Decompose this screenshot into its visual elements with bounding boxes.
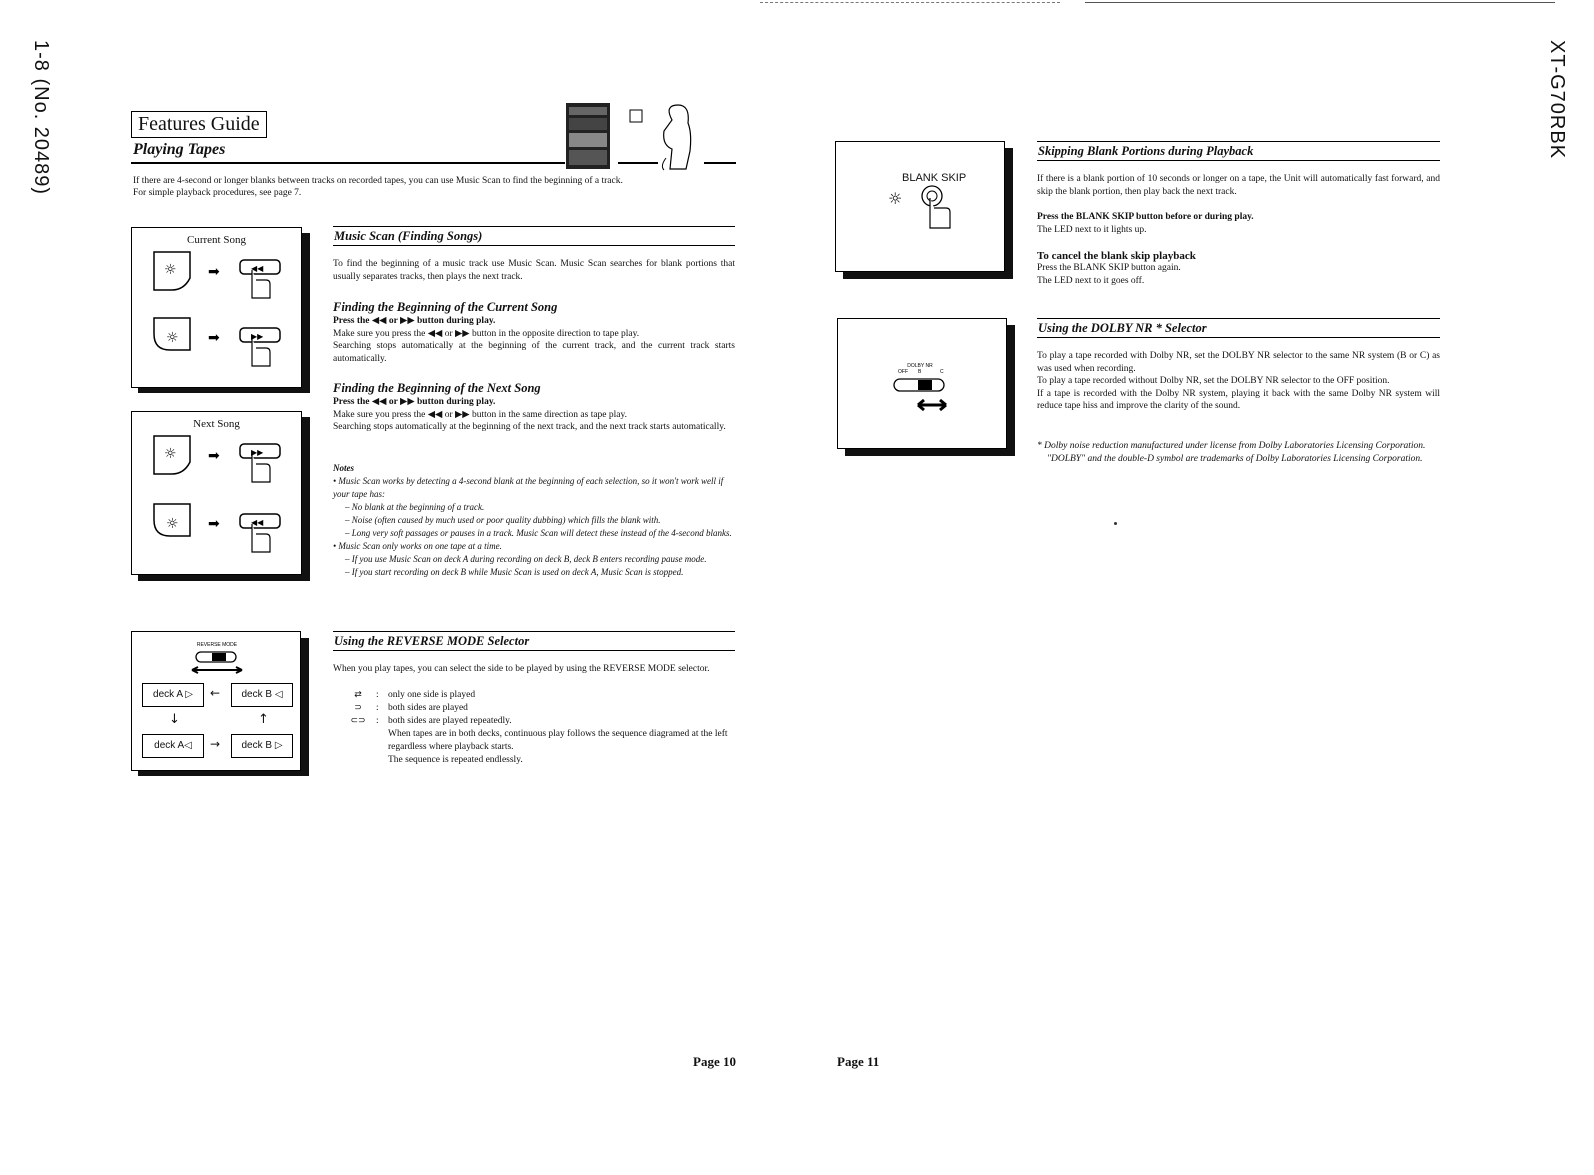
reverse-mode-figure [131, 631, 301, 771]
current-song-text: Searching stops automatically at the beginning of the current track, and the current track starts automatically. [333, 341, 735, 364]
music-scan-intro: To find the beginning of a music track use Music Scan. Music Scan searches for blank portions that usually separates tracks, then plays the next track. [333, 259, 735, 282]
arrow-right-icon: ➡ [208, 516, 220, 532]
fast-forward-symbol: ▶▶ [251, 332, 264, 341]
dolby-off-label: OFF [898, 369, 908, 375]
figure-label: Current Song [187, 234, 246, 246]
next-song-figure [131, 411, 302, 575]
led-icon: ☼ [166, 516, 179, 532]
deck-a-forward-box: deck A ▷ [142, 683, 204, 707]
dolby-footnote: * Dolby noise reduction manufactured under license from Dolby Laboratories Licensing Corporation. [1037, 441, 1426, 451]
arrow-right-icon: ➡ [208, 264, 220, 280]
blank-skip-cancel-heading: To cancel the blank skip playback [1037, 250, 1196, 262]
figure-label: Next Song [193, 418, 240, 430]
dolby-b-label: B [918, 369, 922, 375]
reverse-mode-option [340, 689, 740, 702]
led-icon: ☼ [166, 330, 179, 346]
music-scan-heading: Music Scan (Finding Songs) [333, 226, 735, 246]
blank-skip-cancel-text: Press the BLANK SKIP button again. [1037, 263, 1181, 273]
next-song-heading: Finding the Beginning of the Next Song [333, 381, 541, 395]
note-item: – Noise (often caused by much used or poor quality dubbing) which fills the blank with. [345, 515, 661, 525]
one-side-icon: ⇄ [354, 690, 362, 700]
blank-skip-press: Press the BLANK SKIP button before or during play. [1037, 212, 1254, 222]
arrow-left-icon: ← [210, 686, 221, 700]
intro-line: If there are 4-second or longer blanks between tracks on recorded tapes, you can use Music Scan to find the beginning of a track. [133, 176, 623, 186]
dolby-nr-heading: Using the DOLBY NR * Selector [1037, 318, 1440, 338]
reverse-mode-option [340, 702, 740, 715]
option-text: only one side is played [388, 690, 476, 700]
current-song-text: Make sure you press the ◀◀ or ▶▶ button in the opposite direction to tape play. [333, 328, 640, 339]
current-song-figure [131, 227, 302, 388]
dolby-nr-switch-label: DOLBY NR [907, 363, 933, 369]
led-icon: ☼ [164, 446, 177, 462]
top-scan-rule [760, 2, 1060, 3]
section-subtitle: Playing Tapes [133, 141, 226, 158]
separator: : [376, 690, 379, 700]
arrow-right-icon: ➡ [208, 330, 220, 346]
title-rule [131, 162, 565, 164]
dolby-nr-switch-diagram [888, 359, 968, 419]
next-song-section [333, 381, 735, 434]
dolby-nr-text [1037, 350, 1440, 413]
fast-forward-symbol: ▶▶ [251, 448, 264, 457]
repeat-icon: ⊂⊃ [350, 716, 366, 726]
document-code-label: 1-8 (No. 20489) [30, 40, 52, 196]
page-number-right: Page 11 [837, 1054, 880, 1069]
notes-section [333, 462, 735, 579]
both-sides-icon: ⊃ [354, 703, 362, 713]
note-item: – If you use Music Scan on deck A during recording on deck B, deck B enters recording pause mode. [345, 554, 707, 564]
notes-title: Notes [333, 463, 354, 473]
dolby-nr-line: To play a tape recorded without Dolby NR, set the DOLBY NR selector to the OFF position. [1037, 376, 1390, 386]
current-song-instruction: Press the ◀◀ or ▶▶ button during play. [333, 316, 496, 326]
arrow-right-icon: ➡ [208, 448, 220, 464]
next-song-instruction: Press the ◀◀ or ▶▶ button during play. [333, 397, 496, 407]
deck-a-reverse-box: deck A◁ [142, 734, 204, 758]
reverse-mode-intro: When you play tapes, you can select the side to be played by using the REVERSE MODE selector. [333, 664, 710, 674]
current-song-diagram [132, 246, 300, 376]
intro-text [133, 175, 753, 199]
reverse-mode-extra: When tapes are in both decks, continuous play follows the sequence diagramed at the left regardless where playback starts. [388, 729, 728, 752]
option-text: both sides are played repeatedly. [388, 716, 512, 726]
page-number-left: Page 10 [693, 1054, 736, 1069]
blank-skip-heading: Skipping Blank Portions during Playback [1037, 141, 1440, 161]
scan-dot [1114, 522, 1117, 525]
deck-b-forward-box: deck B ▷ [231, 734, 293, 758]
blank-skip-press-note: The LED next to it lights up. [1037, 224, 1147, 235]
current-song-section [333, 300, 735, 365]
double-arrow-icon [918, 400, 946, 410]
dolby-footnote: "DOLBY" and the double-D symbol are trademarks of Dolby Laboratories Licensing Corporation. [1047, 454, 1423, 464]
blank-skip-cancel-text: The LED next to it goes off. [1037, 275, 1145, 286]
led-icon: ☼ [164, 262, 177, 278]
dolby-c-label: C [940, 369, 944, 375]
next-song-text: Make sure you press the ◀◀ or ▶▶ button in the same direction as tape play. [333, 409, 628, 420]
reverse-mode-switch-label: REVERSE MODE [196, 642, 238, 648]
note-item: – No blank at the beginning of a track. [345, 502, 485, 512]
arrow-right-icon: → [210, 737, 221, 751]
separator: : [376, 703, 379, 713]
blank-skip-intro: If there is a blank portion of 10 seconds or longer on a tape, the Unit will automatically fast forward, and skip the blank portion, then play back the next track. [1037, 174, 1440, 197]
dolby-footnotes [1037, 440, 1440, 466]
next-song-text: Searching stops automatically at the beginning of the next track, and the next track starts automatically. [333, 422, 726, 432]
note-item: • Music Scan only works on one tape at a time. [333, 541, 502, 551]
blank-skip-button-diagram [886, 184, 966, 234]
next-song-diagram [132, 430, 300, 564]
blank-skip-label: BLANK SKIP [902, 172, 967, 184]
dolby-nr-figure [837, 318, 1007, 449]
rewind-symbol: ◀◀ [251, 264, 264, 273]
blank-skip-instruction [1037, 211, 1440, 236]
reverse-mode-switch-icon [182, 638, 252, 678]
note-item: • Music Scan works by detecting a 4-second blank at the beginning of each selection, so it won't work well if your tape has: [333, 476, 724, 499]
note-item: – If you start recording on deck B while Music Scan is used on deck A, Music Scan is stopped. [345, 567, 684, 577]
deck-b-reverse-box: deck B ◁ [231, 683, 293, 707]
led-icon: ☼ [888, 189, 903, 208]
arrow-up-icon: ↑ [258, 712, 269, 727]
arrow-down-icon: ↓ [169, 712, 180, 727]
current-song-heading: Finding the Beginning of the Current Song [333, 300, 558, 314]
reverse-mode-heading: Using the REVERSE MODE Selector [333, 631, 735, 651]
stereo-system-illustration [562, 100, 742, 175]
reverse-mode-extra: The sequence is repeated endlessly. [388, 755, 523, 765]
model-number-label: XT-G70RBK [1546, 40, 1568, 160]
separator: : [376, 716, 379, 726]
blank-skip-figure [835, 141, 1005, 272]
page-title: Features Guide [131, 111, 267, 138]
rewind-symbol: ◀◀ [251, 518, 264, 527]
reverse-mode-list [340, 689, 740, 767]
dolby-nr-line: If a tape is recorded with the Dolby NR system, playing it back with the same Dolby NR system will reduce tape hiss and improve the clarity of the sound. [1037, 388, 1440, 411]
option-text: both sides are played [388, 703, 468, 713]
intro-line: For simple playback procedures, see page 7. [133, 188, 302, 198]
reverse-mode-option [340, 715, 740, 728]
blank-skip-cancel [1037, 250, 1440, 287]
top-scan-rule-right [1085, 2, 1555, 3]
note-item: – Long very soft passages or pauses in a track. Music Scan will detect these instead of the 4-second blanks. [345, 528, 732, 538]
dolby-nr-line: To play a tape recorded with Dolby NR, set the DOLBY NR selector to the same NR system (B or C) as was used when recording. [1037, 351, 1440, 374]
